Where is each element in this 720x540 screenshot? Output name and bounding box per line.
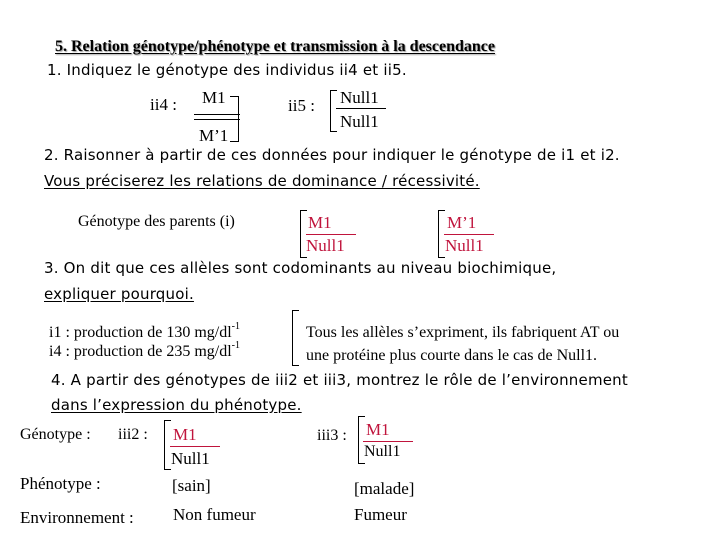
ii5-label: ii5 : bbox=[288, 96, 315, 115]
iii2-bracket bbox=[164, 420, 171, 470]
answer-3-bracket bbox=[292, 310, 299, 366]
parents-label: Génotype des parents (i) bbox=[78, 213, 235, 230]
ii4-allele-1: M1 bbox=[202, 88, 226, 107]
parent-1-allele-1: M1 bbox=[308, 213, 332, 232]
iii3-allele-1: M1 bbox=[366, 420, 390, 439]
iii2-environment: Non fumeur bbox=[173, 505, 256, 524]
iii2-genotype-bar bbox=[170, 446, 220, 447]
ii4-allele-2: M’1 bbox=[199, 126, 229, 145]
question-3-line-1: 3. On dit que ces allèles sont codominants au niveau biochimique, bbox=[44, 259, 557, 277]
codominance-explanation-line-1: Tous les allèles s’expriment, ils fabriquent AT ou bbox=[306, 324, 620, 341]
ii5-genotype-bar bbox=[336, 108, 386, 109]
question-2-line-2: Vous préciserez les relations de dominance / récessivité. bbox=[44, 172, 480, 190]
phenotype-row-label: Phénotype : bbox=[20, 474, 101, 493]
ii4-bracket bbox=[230, 96, 239, 142]
question-4-line-2: dans l’expression du phénotype. bbox=[51, 396, 302, 414]
i4-production-exponent: -1 bbox=[231, 340, 240, 351]
parent-1-allele-2: Null1 bbox=[306, 236, 345, 255]
i1-production bbox=[49, 321, 240, 342]
iii2-allele-2: Null1 bbox=[171, 449, 210, 468]
iii3-label: iii3 : bbox=[317, 427, 347, 444]
environment-row-label: Environnement : bbox=[20, 508, 134, 527]
parent-2-allele-1: M’1 bbox=[447, 213, 477, 232]
i4-production bbox=[49, 340, 240, 361]
question-3-line-2: expliquer pourquoi. bbox=[44, 285, 194, 303]
iii3-genotype-bar bbox=[363, 441, 413, 442]
parent-2-allele-2: Null1 bbox=[445, 236, 484, 255]
i4-production-text: i4 : production de 235 mg/dl bbox=[49, 343, 232, 360]
iii2-allele-1: M1 bbox=[173, 425, 197, 444]
iii3-environment: Fumeur bbox=[354, 505, 407, 524]
question-1: 1. Indiquez le génotype des individus ii4 et ii5. bbox=[47, 61, 407, 79]
iii2-label: iii2 : bbox=[118, 426, 148, 443]
ii5-allele-1: Null1 bbox=[340, 88, 379, 107]
i1-production-exponent: -1 bbox=[231, 321, 240, 332]
question-2-line-1: 2. Raisonner à partir de ces données pour indiquer le génotype de i1 et i2. bbox=[44, 146, 620, 164]
iii3-phenotype: [malade] bbox=[354, 479, 415, 498]
ii4-label: ii4 : bbox=[150, 95, 177, 114]
parent-1-genotype-bar bbox=[306, 234, 356, 235]
question-4-line-1: 4. A partir des génotypes de iii2 et iii3, montrez le rôle de l’environnement bbox=[51, 371, 628, 389]
parent-2-genotype-bar bbox=[444, 234, 494, 235]
ii5-bracket bbox=[330, 90, 337, 132]
iii3-allele-2: Null1 bbox=[364, 443, 401, 460]
ii5-allele-2: Null1 bbox=[340, 112, 379, 131]
genotype-row-label: Génotype : bbox=[20, 426, 91, 443]
i1-production-text: i1 : production de 130 mg/dl bbox=[49, 324, 232, 341]
codominance-explanation-line-2: une protéine plus courte dans le cas de Null1. bbox=[306, 347, 598, 364]
section-title: 5. Relation génotype/phénotype et transmission à la descendance bbox=[55, 38, 495, 55]
iii2-phenotype: [sain] bbox=[172, 476, 211, 495]
